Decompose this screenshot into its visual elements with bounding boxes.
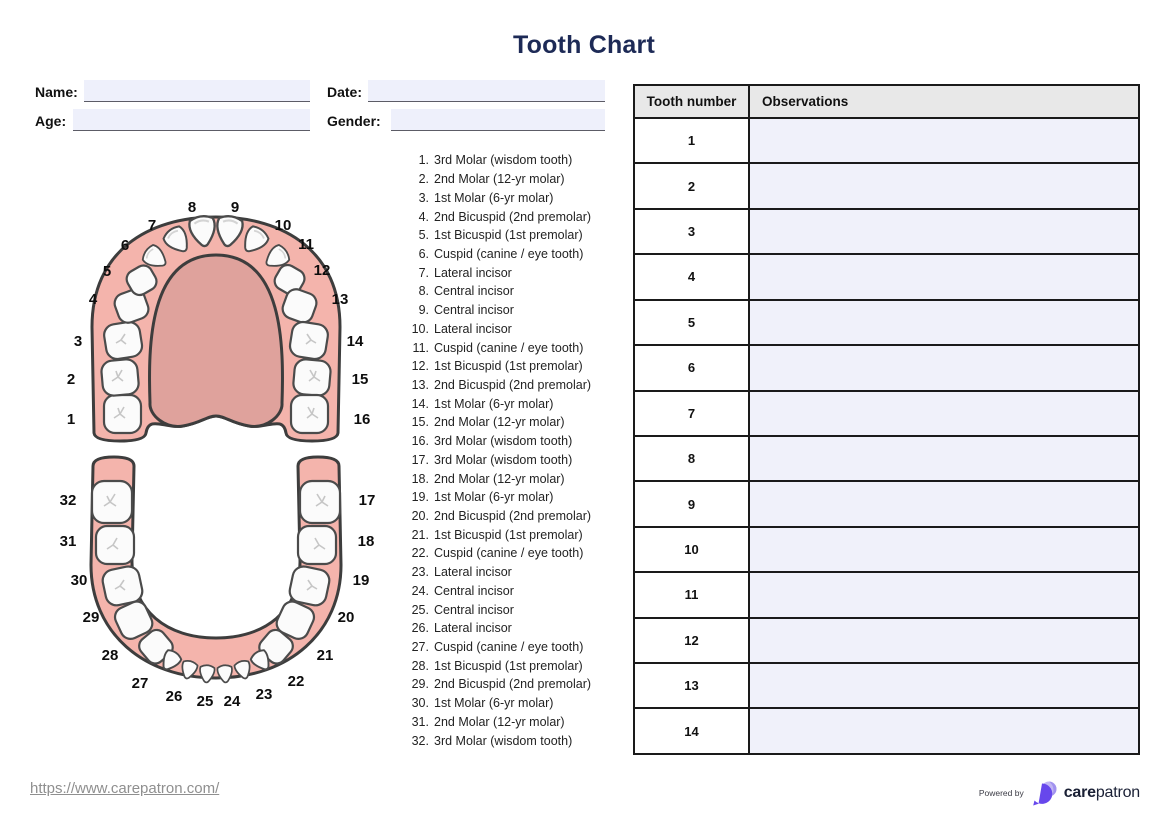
tooth-list-item	[403, 656, 628, 675]
brand-name	[1064, 784, 1140, 802]
tooth-list-label: Cuspid (canine / eye tooth)	[434, 640, 584, 655]
tooth-number-label: 29	[82, 609, 100, 626]
tooth-list-label: 2nd Bicuspid (2nd premolar)	[434, 209, 592, 224]
brand-name-light: patron	[1095, 784, 1140, 801]
table-row	[635, 482, 1138, 527]
tooth-list-number: 25.	[411, 602, 429, 617]
powered-by-label: Powered by	[978, 788, 1024, 798]
tooth-number-cell: 12	[635, 619, 750, 662]
observations-cell[interactable]	[750, 210, 1138, 253]
tooth-number-label: 7	[147, 217, 157, 234]
tooth-list-item	[403, 563, 628, 582]
tooth-number-cell: 2	[635, 164, 750, 207]
tooth-list-label: 1st Bicuspid (1st premolar)	[434, 228, 583, 243]
tooth-list-number: 15.	[411, 415, 429, 430]
tooth-17-shape	[300, 481, 340, 523]
tooth-list-item	[403, 582, 628, 601]
tooth-list-number: 22.	[411, 546, 429, 561]
tooth-number-label: 21	[316, 647, 334, 664]
tooth-list-item	[403, 507, 628, 526]
table-row	[635, 210, 1138, 255]
tooth-number-label: 30	[70, 572, 88, 589]
tooth-list-item	[403, 469, 628, 488]
tooth-list-label: 1st Molar (6-yr molar)	[434, 490, 554, 505]
age-label: Age:	[35, 113, 67, 129]
tooth-number-label: 9	[230, 199, 240, 216]
tooth-24-shape	[217, 665, 233, 683]
tooth-number-label: 10	[274, 217, 292, 234]
footer-url-link[interactable]: https://www.carepatron.com/	[30, 780, 220, 797]
tooth-list-item	[403, 488, 628, 507]
lower-arch-diagram	[45, 450, 387, 716]
table-row	[635, 664, 1138, 709]
tooth-list-number: 2.	[418, 172, 429, 187]
tooth-number-label: 17	[358, 492, 376, 509]
tooth-list-item	[403, 544, 628, 563]
tooth-list-number: 12.	[411, 359, 429, 374]
observations-table	[633, 84, 1140, 755]
tooth-number-cell: 5	[635, 301, 750, 344]
tooth-number-label: 8	[187, 199, 197, 216]
tooth-list	[403, 151, 628, 750]
tooth-number-cell: 8	[635, 437, 750, 480]
tooth-list-item	[403, 619, 628, 638]
tooth-list-number: 13.	[411, 377, 429, 392]
observations-cell[interactable]	[750, 482, 1138, 525]
tooth-list-label: Lateral incisor	[434, 621, 512, 636]
table-row	[635, 346, 1138, 391]
table-row	[635, 619, 1138, 664]
observations-cell[interactable]	[750, 709, 1138, 752]
tooth-list-number: 5.	[418, 228, 429, 243]
tooth-14-shape	[288, 320, 329, 360]
observations-cell[interactable]	[750, 301, 1138, 344]
page-title: Tooth Chart	[513, 31, 655, 59]
tooth-list-number: 29.	[411, 677, 429, 692]
tooth-list-item	[403, 188, 628, 207]
tooth-list-label: Lateral incisor	[434, 321, 512, 336]
tooth-list-item	[403, 600, 628, 619]
tooth-19-shape	[288, 564, 332, 607]
gender-input[interactable]	[391, 109, 605, 131]
tooth-list-number: 30.	[411, 696, 429, 711]
tooth-number-cell: 6	[635, 346, 750, 389]
tooth-number-cell: 4	[635, 255, 750, 298]
tooth-25-shape	[199, 665, 215, 683]
tooth-number-cell: 13	[635, 664, 750, 707]
upper-palate-shape	[150, 255, 283, 426]
tooth-list-label: 3rd Molar (wisdom tooth)	[434, 733, 573, 748]
tooth-list-number: 1.	[418, 153, 429, 168]
tooth-number-label: 14	[346, 333, 364, 350]
tooth-list-item	[403, 675, 628, 694]
table-row	[635, 392, 1138, 437]
tooth-list-number: 4.	[418, 209, 429, 224]
tooth-list-item	[403, 638, 628, 657]
tooth-list-item	[403, 432, 628, 451]
tooth-list-number: 23.	[411, 565, 429, 580]
tooth-list-item	[403, 151, 628, 170]
date-input[interactable]	[368, 80, 605, 102]
table-row	[635, 573, 1138, 618]
tooth-number-label: 31	[59, 533, 77, 550]
upper-arch-diagram	[55, 195, 377, 447]
powered-by-badge	[979, 779, 1140, 807]
tooth-list-number: 16.	[411, 434, 429, 449]
tooth-list-number: 11.	[412, 340, 429, 355]
tooth-number-label: 18	[357, 533, 375, 550]
tooth-number-label: 1	[66, 411, 76, 428]
observations-cell[interactable]	[750, 573, 1138, 616]
tooth-32-shape	[92, 481, 132, 523]
tooth-15-shape	[292, 358, 331, 396]
tooth-number-label: 23	[255, 686, 273, 703]
tooth-list-label: 2nd Bicuspid (2nd premolar)	[434, 509, 592, 524]
table-row	[635, 437, 1138, 482]
tooth-list-number: 28.	[411, 658, 429, 673]
table-row	[635, 164, 1138, 209]
tooth-number-label: 32	[59, 492, 77, 509]
tooth-list-number: 7.	[418, 265, 429, 280]
tooth-list-item	[403, 207, 628, 226]
observations-cell[interactable]	[750, 164, 1138, 207]
observations-cell[interactable]	[750, 119, 1138, 162]
tooth-number-label: 3	[73, 333, 83, 350]
tooth-list-number: 6.	[418, 246, 429, 261]
tooth-list-label: Lateral incisor	[434, 565, 512, 580]
name-input[interactable]	[84, 80, 310, 102]
table-header-row	[635, 86, 1138, 119]
tooth-list-number: 31.	[411, 714, 429, 729]
table-row	[635, 301, 1138, 346]
tooth-list-label: 1st Molar (6-yr molar)	[434, 696, 554, 711]
tooth-list-label: Central incisor	[434, 602, 514, 617]
tooth-list-label: 2nd Molar (12-yr molar)	[434, 471, 565, 486]
tooth-list-label: 2nd Molar (12-yr molar)	[434, 172, 565, 187]
tooth-list-item	[403, 319, 628, 338]
tooth-list-label: Cuspid (canine / eye tooth)	[434, 246, 584, 261]
name-label: Name:	[35, 84, 78, 100]
observations-cell[interactable]	[750, 437, 1138, 480]
observations-cell[interactable]	[750, 392, 1138, 435]
observations-cell[interactable]	[750, 619, 1138, 662]
tooth-list-label: Cuspid (canine / eye tooth)	[434, 340, 584, 355]
tooth-list-number: 14.	[411, 396, 429, 411]
tooth-list-number: 17.	[411, 452, 429, 467]
tooth-number-cell: 14	[635, 709, 750, 752]
tooth-list-item	[403, 170, 628, 189]
tooth-list-label: 3rd Molar (wisdom tooth)	[434, 434, 573, 449]
tooth-list-label: 1st Bicuspid (1st premolar)	[434, 359, 583, 374]
tooth-number-cell: 11	[635, 573, 750, 616]
tooth-list-item	[403, 226, 628, 245]
tooth-number-label: 2	[66, 371, 76, 388]
tooth-number-cell: 9	[635, 482, 750, 525]
tooth-number-label: 19	[352, 572, 370, 589]
tooth-list-item	[403, 338, 628, 357]
tooth-list-item	[403, 282, 628, 301]
tooth-list-number: 20.	[411, 509, 429, 524]
tooth-list-label: 1st Bicuspid (1st premolar)	[434, 658, 583, 673]
tooth-number-label: 27	[131, 675, 149, 692]
tooth-number-label: 5	[102, 263, 112, 280]
table-row	[635, 119, 1138, 164]
tooth-list-label: 2nd Bicuspid (2nd premolar)	[434, 677, 592, 692]
carepatron-logo-icon	[1030, 779, 1058, 807]
tooth-list-item	[403, 413, 628, 432]
observations-cell[interactable]	[750, 528, 1138, 571]
table-row	[635, 528, 1138, 573]
tooth-list-number: 24.	[411, 583, 429, 598]
tooth-number-label: 28	[101, 647, 119, 664]
tooth-list-label: Lateral incisor	[434, 265, 512, 280]
tooth-list-number: 8.	[418, 284, 429, 299]
tooth-number-label: 13	[331, 291, 349, 308]
tooth-number-label: 6	[120, 237, 130, 254]
tooth-list-item	[403, 694, 628, 713]
tooth-2-shape	[101, 358, 140, 396]
tooth-list-number: 19.	[411, 490, 429, 505]
tooth-list-label: 3rd Molar (wisdom tooth)	[434, 452, 573, 467]
tooth-list-label: 2nd Bicuspid (2nd premolar)	[434, 377, 592, 392]
date-label: Date:	[327, 84, 363, 100]
tooth-number-label: 16	[353, 411, 371, 428]
tooth-list-label: 1st Molar (6-yr molar)	[434, 396, 554, 411]
tooth-31-shape	[96, 526, 134, 564]
tooth-list-item	[403, 731, 628, 750]
tooth-number-label: 15	[351, 371, 369, 388]
table-row	[635, 709, 1138, 752]
tooth-list-label: 2nd Molar (12-yr molar)	[434, 714, 565, 729]
tooth-list-label: 3rd Molar (wisdom tooth)	[434, 153, 573, 168]
tooth-list-number: 3.	[418, 190, 429, 205]
tooth-3-shape	[103, 320, 144, 360]
tooth-number-label: 12	[313, 262, 331, 279]
tooth-number-label: 25	[196, 693, 214, 710]
observations-cell[interactable]	[750, 255, 1138, 298]
tooth-number-cell: 1	[635, 119, 750, 162]
tooth-number-label: 11	[298, 236, 314, 253]
table-header-observations: Observations	[750, 86, 1138, 117]
tooth-list-item	[403, 525, 628, 544]
tooth-18-shape	[298, 526, 336, 564]
tooth-list-number: 10.	[411, 321, 429, 336]
tooth-list-number: 32.	[411, 733, 429, 748]
tooth-list-label: 1st Bicuspid (1st premolar)	[434, 527, 583, 542]
table-row	[635, 255, 1138, 300]
tooth-list-number: 26.	[411, 621, 429, 636]
tooth-list-number: 21.	[411, 527, 429, 542]
tooth-list-item	[403, 301, 628, 320]
tooth-list-item	[403, 451, 628, 470]
tooth-number-label: 4	[88, 291, 98, 308]
tooth-number-cell: 3	[635, 210, 750, 253]
tooth-number-cell: 10	[635, 528, 750, 571]
tooth-list-label: 1st Molar (6-yr molar)	[434, 190, 554, 205]
tooth-list-item	[403, 263, 628, 282]
observations-cell[interactable]	[750, 664, 1138, 707]
tooth-list-item	[403, 376, 628, 395]
tooth-list-item	[403, 245, 628, 264]
tooth-list-number: 18.	[411, 471, 429, 486]
tooth-list-item	[403, 357, 628, 376]
table-header-tooth-number: Tooth number	[635, 86, 750, 117]
tooth-list-label: Central incisor	[434, 284, 514, 299]
tooth-number-label: 20	[337, 609, 355, 626]
tooth-number-label: 22	[287, 673, 305, 690]
tooth-list-item	[403, 713, 628, 732]
brand-name-bold: care	[1063, 784, 1096, 801]
tooth-list-item	[403, 394, 628, 413]
tooth-list-number: 27.	[411, 640, 429, 655]
tooth-16-shape	[291, 395, 328, 433]
tooth-list-label: Central incisor	[434, 583, 514, 598]
tooth-number-label: 24	[223, 693, 241, 710]
observations-cell[interactable]	[750, 346, 1138, 389]
tooth-number-label: 26	[165, 688, 183, 705]
age-input[interactable]	[73, 109, 310, 131]
tooth-list-number: 9.	[418, 303, 429, 318]
tooth-list-label: Cuspid (canine / eye tooth)	[434, 546, 584, 561]
gender-label: Gender:	[327, 113, 381, 129]
tooth-list-label: Central incisor	[434, 303, 514, 318]
tooth-1-shape	[104, 395, 141, 433]
tooth-list-label: 2nd Molar (12-yr molar)	[434, 415, 565, 430]
tooth-number-cell: 7	[635, 392, 750, 435]
